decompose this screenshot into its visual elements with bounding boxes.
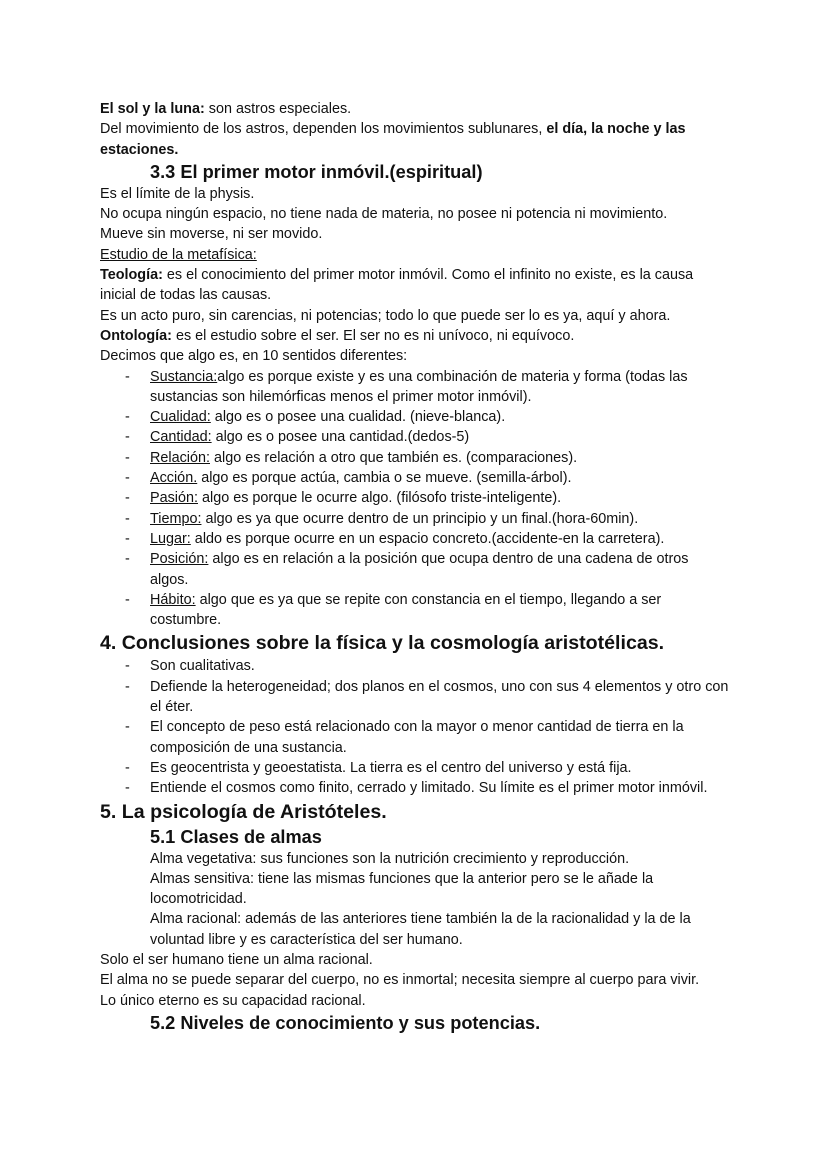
sentido-term: Tiempo: bbox=[150, 510, 202, 527]
s5-paragraph-3: Lo único eterno es su capacidad racional. bbox=[100, 992, 366, 1009]
movimiento-text: Del movimiento de los astros, dependen los movimientos sublunares, bbox=[100, 121, 547, 138]
teologia-label: Teología: bbox=[100, 267, 163, 284]
list-item bbox=[100, 590, 730, 631]
movimiento-bold: el día, la noche y las estaciones. bbox=[100, 121, 686, 158]
s5-paragraph-1: Solo el ser humano tiene un alma racional. bbox=[100, 951, 373, 968]
sentido-term: Cualidad: bbox=[150, 409, 211, 426]
sentido-text: algo es porque le ocurre algo. (filósofo triste-inteligente). bbox=[198, 490, 562, 507]
list-item bbox=[100, 407, 730, 427]
sentido-text: algo es en relación a la posición que ocupa dentro de una cadena de otros algos. bbox=[150, 551, 689, 588]
sentido-term: Relación: bbox=[150, 449, 210, 466]
sentido-text: algo es porque actúa, cambia o se mueve. (semilla-árbol). bbox=[197, 470, 572, 487]
sentido-text: algo es ya que ocurre dentro de un principio y un final.(hora-60min). bbox=[201, 510, 639, 527]
sol-luna-label: El sol y la luna: bbox=[100, 101, 205, 117]
list-item bbox=[100, 529, 730, 549]
list-item: - Es geocentrista y geoestatista. La tierra es el centro del universo y está fija. bbox=[100, 758, 730, 778]
s33-paragraph-1: Es el límite de la physis. bbox=[100, 185, 255, 202]
conclusiones-list bbox=[100, 656, 730, 798]
list-item bbox=[100, 549, 730, 590]
teologia-paragraph bbox=[100, 265, 730, 306]
list-item: - Defiende la heterogeneidad; dos planos en el cosmos, uno con sus 4 elementos y otro con el éter. bbox=[100, 677, 730, 718]
document-body bbox=[100, 99, 730, 1035]
intro-sol-luna bbox=[100, 99, 730, 119]
alma-racional: Alma racional: además de las anteriores tiene también la de la racionalidad y la de la voluntad libre y es característica del ser humano. bbox=[150, 911, 691, 948]
list-item: - El concepto de peso está relacionado con la mayor o menor cantidad de tierra en la composición de una sustancia. bbox=[100, 717, 730, 758]
sentido-term: Pasión: bbox=[150, 490, 198, 507]
sentido-term: Hábito: bbox=[150, 591, 196, 608]
acto-paragraph: Es un acto puro, sin carencias, ni potencias; todo lo que puede ser lo es ya, aquí y ahora. bbox=[100, 307, 671, 324]
sentido-text: algo es porque existe y es una combinación de materia y forma (todas las sustancias son hilemórficas menos el primer motor inmóvil). bbox=[150, 368, 688, 405]
sentidos-list bbox=[100, 367, 730, 631]
sentido-text: algo es o posee una cantidad.(dedos-5) bbox=[211, 429, 470, 446]
intro-movimiento bbox=[100, 119, 730, 160]
estudio-label: Estudio de la metafísica: bbox=[100, 246, 257, 263]
heading-5-2: 5.2 Niveles de conocimiento y sus potencias. bbox=[150, 1012, 541, 1033]
alma-sensitiva: Almas sensitiva: tiene las mismas funciones que la anterior pero se le añade la locomotricidad. bbox=[150, 870, 654, 908]
list-item bbox=[100, 488, 730, 508]
heading-3-3: 3.3 El primer motor inmóvil.(espiritual) bbox=[150, 161, 483, 182]
sentido-term: Lugar: bbox=[150, 530, 191, 547]
estudio-metafisica bbox=[100, 245, 730, 265]
sentido-term: Cantidad: bbox=[150, 429, 212, 446]
sentido-text: aldo es porque ocurre en un espacio concreto.(accidente-en la carretera). bbox=[190, 530, 665, 547]
heading-5-1: 5.1 Clases de almas bbox=[150, 826, 322, 847]
sentido-term: Sustancia: bbox=[150, 368, 218, 385]
s5-paragraph-2: El alma no se puede separar del cuerpo, no es inmortal; necesita siempre al cuerpo para vivir. bbox=[100, 972, 700, 989]
decimos-paragraph: Decimos que algo es, en 10 sentidos diferentes: bbox=[100, 348, 408, 365]
sentido-term: Acción. bbox=[150, 470, 198, 487]
list-item bbox=[100, 367, 730, 408]
heading-4: 4. Conclusiones sobre la física y la cosmología aristotélicas. bbox=[100, 632, 665, 655]
list-item bbox=[100, 468, 730, 488]
sentido-text: algo que es ya que se repite con constancia en el tiempo, llegando a ser costumbre. bbox=[150, 591, 662, 629]
sentido-term: Posición: bbox=[150, 551, 209, 568]
ontologia-label: Ontología: bbox=[100, 327, 172, 344]
list-item bbox=[100, 448, 730, 468]
list-item: - Entiende el cosmos como finito, cerrado y limitado. Su límite es el primer motor inmóvil. bbox=[100, 778, 730, 798]
s33-paragraph-2: No ocupa ningún espacio, no tiene nada de materia, no posee ni potencia ni movimiento. bbox=[100, 206, 668, 223]
alma-vegetativa: Alma vegetativa: sus funciones son la nutrición crecimiento y reproducción. bbox=[150, 850, 630, 867]
list-item bbox=[100, 427, 730, 447]
ontologia-paragraph bbox=[100, 326, 730, 346]
s33-paragraph-3: Mueve sin moverse, ni ser movido. bbox=[100, 226, 323, 243]
sentido-text: algo es o posee una cualidad. (nieve-blanca). bbox=[210, 409, 506, 426]
teologia-text: es el conocimiento del primer motor inmóvil. Como el infinito no existe, es la causa inicial de todas las causas. bbox=[100, 267, 694, 304]
sentido-text: algo es relación a otro que también es. (comparaciones). bbox=[210, 449, 578, 466]
list-item bbox=[100, 509, 730, 529]
sol-luna-text: son astros especiales. bbox=[204, 101, 352, 117]
list-item: - Son cualitativas. bbox=[100, 656, 730, 676]
ontologia-text: es el estudio sobre el ser. El ser no es ni unívoco, ni equívoco. bbox=[171, 327, 575, 344]
heading-5: 5. La psicología de Aristóteles. bbox=[100, 800, 387, 823]
